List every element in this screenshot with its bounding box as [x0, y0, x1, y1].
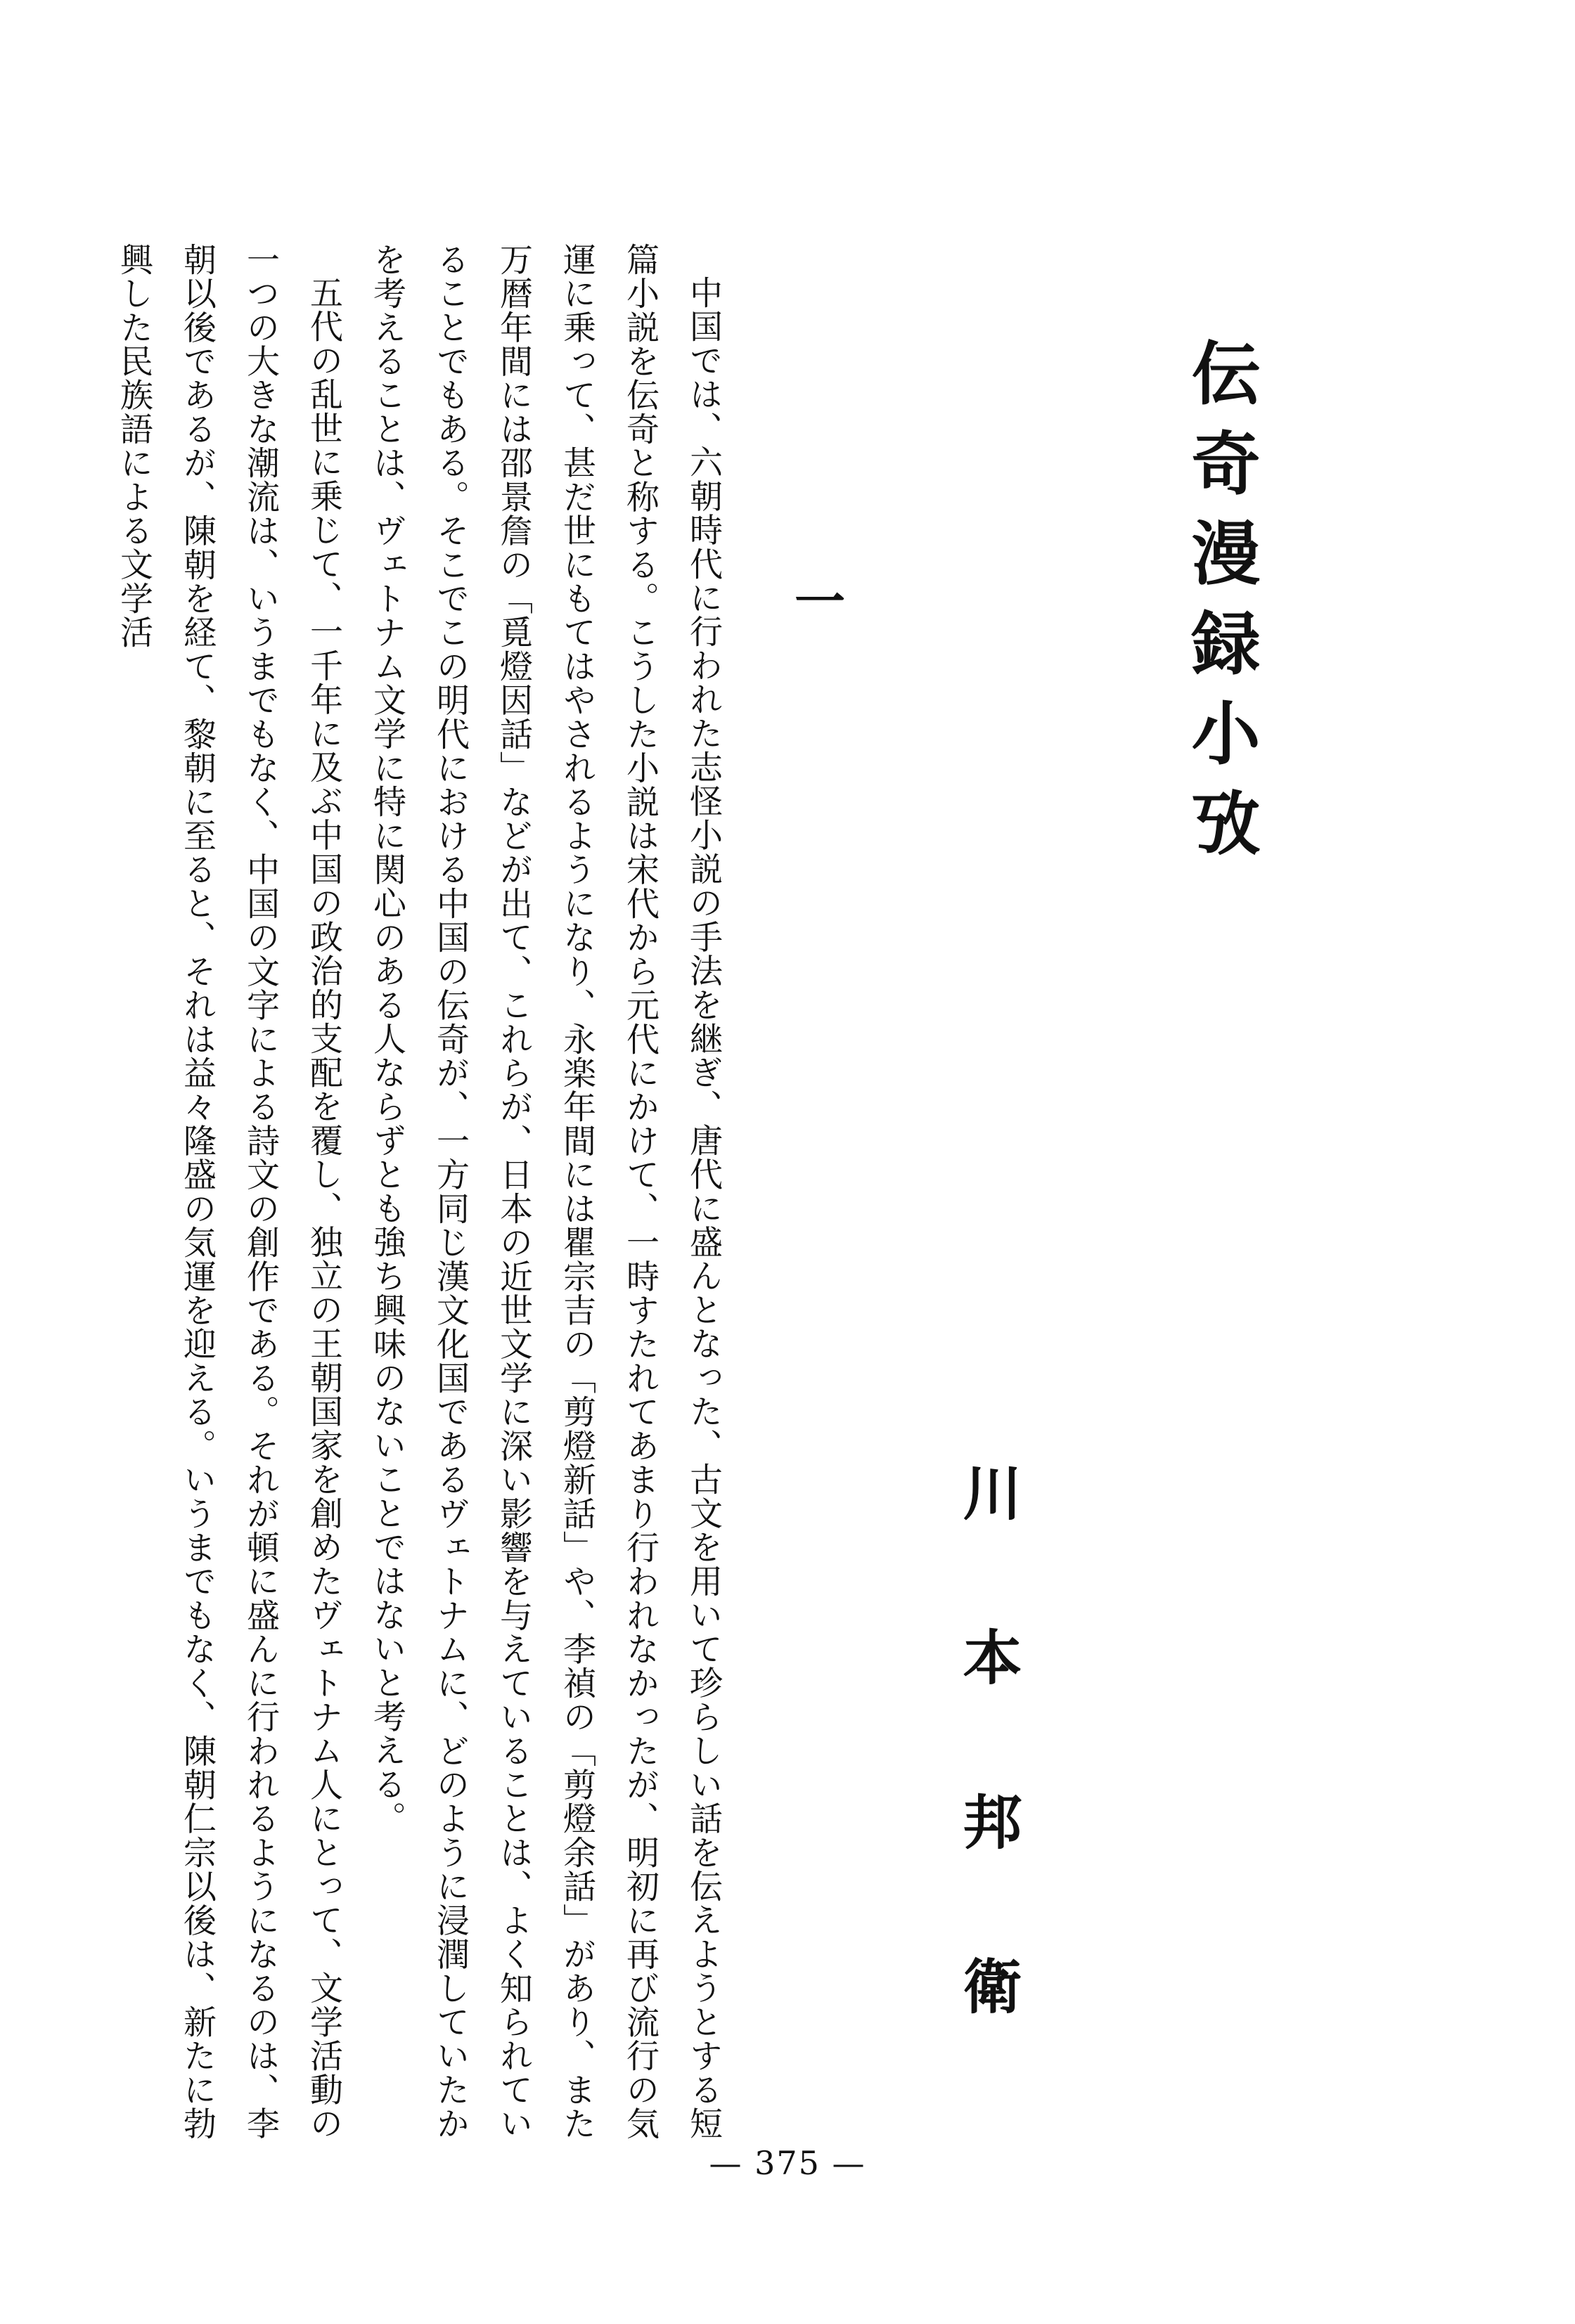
article-body [115, 243, 735, 2141]
paragraph-2: 五代の乱世に乗じて、一千年に及ぶ中国の政治的支配を覆し、独立の王朝国家を創めたヴェトナム人にとって、文学活動の一つの大きな潮流は、いうまでもなく、中国の文字による詩文の創作である。それが頓に盛んに行われるようになるのは、李朝以後であるが、陳朝を経て、黎朝に至ると、それは益々隆盛の気運を迎える。いうまでもなく、陳朝仁宗以後は、新たに勃興した民族語による文学活 [115, 243, 343, 2141]
paragraph-1: 中国では、六朝時代に行われた志怪小説の手法を継ぎ、唐代に盛んとなった、古文を用いて珍らしい話を伝えようとする短篇小説を伝奇と称する。こうした小説は宋代から元代にかけて、一時すたれてあまり行われなかったが、明初に再び流行の気運に乗って、甚だ世にもてはやされるようになり、永楽年間には瞿宗吉の「剪燈新話」や、李禎の「剪燈余話」があり、また万暦年間には邵景詹の「覓燈因話」などが出て、これらが、日本の近世文学に深い影響を与えていることは、よく知られていることでもある。そこでこの明代における中国の伝奇が、一方同じ漢文化国であるヴェトナムに、どのように浸潤していたかを考えることは、ヴェトナム文学に特に関心のある人ならずとも強ち興味のないことではないと考える。 [368, 243, 723, 2141]
author-name: 川本邦衛 [953, 1462, 1023, 2120]
page-number: — 375 — [709, 2144, 866, 2182]
section-number: 一 [786, 575, 846, 626]
article-title: 伝奇漫録小攷 [1180, 337, 1261, 877]
